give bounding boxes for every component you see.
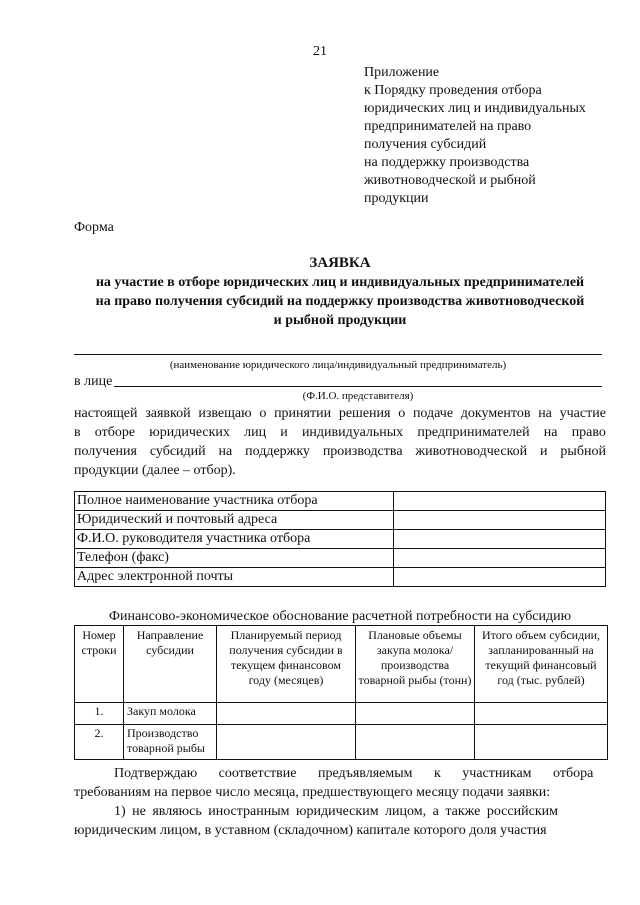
intro-line xyxy=(74,404,606,423)
appendix-line: предпринимателей на право xyxy=(364,119,532,134)
appendix-line: на поддержку производства xyxy=(364,155,530,170)
document-title xyxy=(60,254,620,330)
applicant-name-caption: (наименование юридического лица/индивидуальный предприниматель) xyxy=(169,359,507,371)
info-label: Адрес электронной почты xyxy=(75,568,394,587)
form-label: Форма xyxy=(74,220,114,235)
row-number: 2. xyxy=(75,725,124,760)
confirmation-paragraph xyxy=(74,764,606,840)
table-row xyxy=(75,549,606,568)
confirm-line: юридическим лицом, в уставном (складочном) капитале которого доля участия xyxy=(74,823,547,838)
intro-line xyxy=(74,461,606,480)
table-row xyxy=(75,511,606,530)
participant-info-table xyxy=(74,491,606,587)
period-cell[interactable] xyxy=(217,725,356,760)
confirm-line: 1) не являюсь иностранным юридическим лицом, а также российским xyxy=(114,804,558,819)
table-row xyxy=(75,725,608,760)
column-header: Номер строки xyxy=(75,626,124,703)
intro-text: в отборе юридических лиц и индивидуальных предпринимателей на право xyxy=(74,425,606,440)
confirm-line: требованиям на первое число месяца, предшествующего месяцу подачи заявки: xyxy=(74,785,551,800)
info-label: Ф.И.О. руководителя участника отбора xyxy=(75,530,394,549)
row-direction: Производство товарной рыбы xyxy=(124,725,217,760)
intro-paragraph xyxy=(74,404,606,480)
intro-text: продукции (далее – отбор). xyxy=(74,463,236,478)
title-line: на право получения субсидий на поддержку производства животноводческой xyxy=(95,294,585,309)
info-value-cell[interactable] xyxy=(394,492,606,511)
table-row xyxy=(75,530,606,549)
info-value-cell[interactable] xyxy=(394,549,606,568)
title-line: и рыбной продукции xyxy=(273,313,407,328)
column-header: Плановые объемы закупа молока/ производства товарной рыбы (тонн) xyxy=(356,626,475,703)
confirm-line: Подтверждаю соответствие предъявляемым к участникам отбора xyxy=(114,766,594,781)
table-row xyxy=(75,492,606,511)
applicant-name-line[interactable] xyxy=(74,354,602,355)
table-row xyxy=(75,703,608,725)
info-value-cell[interactable] xyxy=(394,568,606,587)
table-header-row xyxy=(75,626,608,703)
info-label: Юридический и почтовый адреса xyxy=(75,511,394,530)
intro-text: настоящей заявкой извещаю о принятии решения о подаче документов на участие xyxy=(74,406,606,421)
financial-table xyxy=(74,625,608,760)
column-header: Направление субсидии xyxy=(124,626,217,703)
page-number: 21 xyxy=(313,44,327,59)
subsidy-total-cell[interactable] xyxy=(475,703,608,725)
appendix-line: к Порядку проведения отбора xyxy=(364,83,542,98)
column-header: Итого объем субсидии, запланированный на текущий финансовый год (тыс. рублей) xyxy=(475,626,608,703)
appendix-line: животноводческой и рыбной xyxy=(364,173,536,188)
info-value-cell[interactable] xyxy=(394,530,606,549)
table-row xyxy=(75,568,606,587)
financial-section-title: Финансово-экономическое обоснование расчетной потребности на субсидию xyxy=(108,609,572,624)
row-direction: Закуп молока xyxy=(124,703,217,725)
intro-line xyxy=(74,423,606,442)
column-header: Планируемый период получения субсидии в текущем финансовом году (месяцев) xyxy=(217,626,356,703)
title-main: ЗАЯВКА xyxy=(309,255,371,271)
info-label: Полное наименование участника отбора xyxy=(75,492,394,511)
volume-cell[interactable] xyxy=(356,703,475,725)
intro-text: получения субсидий на поддержку производства животноводческой и рыбной xyxy=(74,444,606,459)
appendix-line: получения субсидий xyxy=(364,137,487,152)
info-label: Телефон (факс) xyxy=(75,549,394,568)
row-number: 1. xyxy=(75,703,124,725)
period-cell[interactable] xyxy=(217,703,356,725)
appendix-block xyxy=(364,64,624,208)
representative-caption: (Ф.И.О. представителя) xyxy=(302,390,414,402)
appendix-line: Приложение xyxy=(364,65,440,80)
info-value-cell[interactable] xyxy=(394,511,606,530)
volume-cell[interactable] xyxy=(356,725,475,760)
title-line: на участие в отборе юридических лиц и индивидуальных предпринимателей xyxy=(95,275,585,290)
appendix-line: юридических лиц и индивидуальных xyxy=(364,101,586,116)
representative-prefix: в лице xyxy=(74,374,113,389)
intro-line xyxy=(74,442,606,461)
appendix-line: продукции xyxy=(364,191,429,206)
subsidy-total-cell[interactable] xyxy=(475,725,608,760)
representative-name-line[interactable] xyxy=(114,386,602,387)
